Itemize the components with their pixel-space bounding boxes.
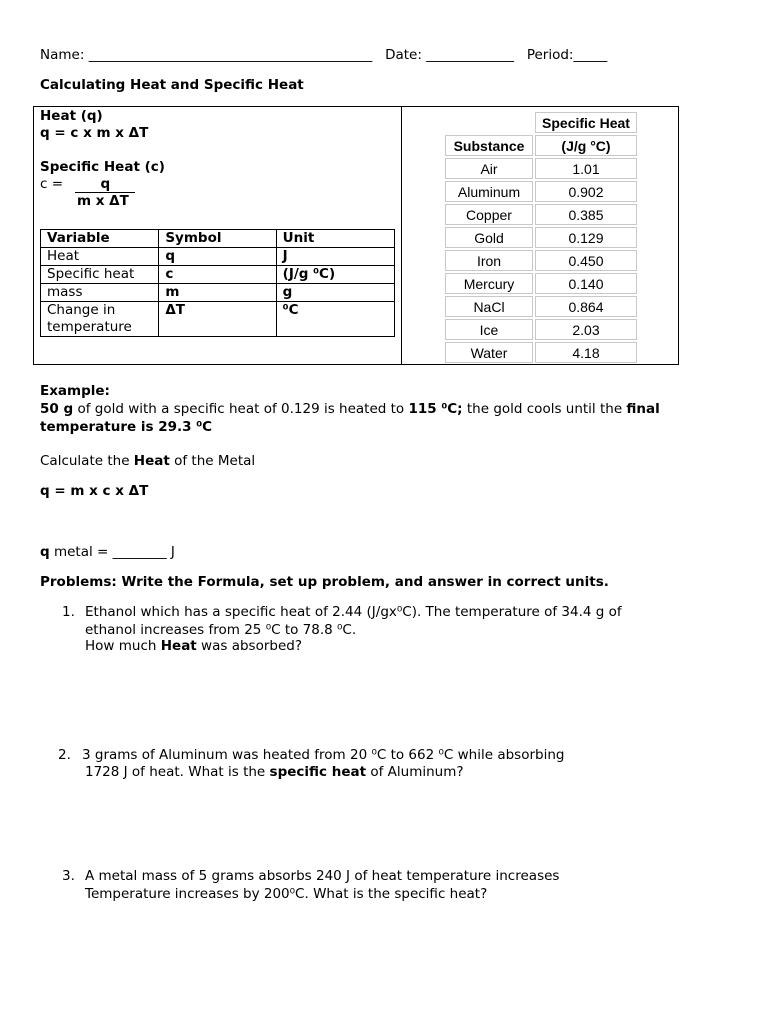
problem-number: 1. (62, 604, 75, 620)
period-label: Period: (526, 47, 574, 63)
substance-cell: Gold (445, 227, 533, 248)
example-final-temp: temperature is 29.3 ⁰C (40, 419, 213, 435)
value-cell: 0.450 (535, 250, 637, 271)
answer-line[interactable]: q metal = ________ J (40, 544, 175, 560)
symbol-cell: ΔT (159, 302, 276, 337)
substance-cell: Water (445, 342, 533, 363)
date-field[interactable]: _____________ (426, 47, 514, 63)
value-cell: 0.129 (535, 227, 637, 248)
table-row (445, 342, 637, 363)
table-row (445, 296, 637, 317)
table-row (41, 266, 395, 284)
header-specific-heat: Specific Heat (535, 112, 637, 133)
table-row (41, 302, 395, 337)
symbol-cell: m (159, 284, 276, 302)
table-row (445, 273, 637, 294)
table-row (445, 181, 637, 202)
page-title: Calculating Heat and Specific Heat (40, 77, 304, 93)
problems-heading: Problems: Write the Formula, set up problem, and answer in correct units. (40, 574, 609, 590)
name-field[interactable]: __________________________________________ (88, 47, 373, 63)
substance-cell: Air (445, 158, 533, 179)
date-label: Date: (385, 47, 422, 63)
unit-cell: g (276, 284, 394, 302)
specific-heat-heading: Specific Heat (c) (40, 159, 165, 175)
substance-cell: Mercury (445, 273, 533, 294)
col-variable: Variable (41, 230, 159, 248)
variable-cell: Change in temperature (41, 302, 159, 337)
period-field[interactable]: _____ (573, 47, 608, 63)
unit-cell: J (276, 248, 394, 266)
specific-heat-table (443, 110, 639, 365)
table-row (41, 248, 395, 266)
value-cell: 0.385 (535, 204, 637, 225)
table-row (41, 284, 395, 302)
problem-text: Ethanol which has a specific heat of 2.44 (J/gx⁰C). The temperature of 34.4 g of (85, 604, 622, 620)
c-lhs: c = (40, 176, 68, 192)
substance-cell: NaCl (445, 296, 533, 317)
table-row (445, 204, 637, 225)
formula-block (40, 108, 165, 210)
substance-cell: Ice (445, 319, 533, 340)
problem-number: 3. (62, 868, 75, 884)
reference-divider (401, 106, 402, 365)
value-cell: 2.03 (535, 319, 637, 340)
name-label: Name: (40, 47, 85, 63)
heat-formula: q = c x m x ΔT (40, 125, 149, 141)
example-formula: q = m x c x ΔT (40, 483, 149, 499)
problem-text: 1728 J of heat. What is the specific heat of Aluminum? (85, 764, 464, 780)
unit-cell: ⁰C (276, 302, 394, 337)
col-substance: Substance (445, 135, 533, 156)
table-row (445, 158, 637, 179)
c-denominator: m x ΔT (77, 193, 129, 209)
symbol-cell: c (159, 266, 276, 284)
value-cell: 0.864 (535, 296, 637, 317)
value-cell: 1.01 (535, 158, 637, 179)
substance-cell: Aluminum (445, 181, 533, 202)
header-line (40, 47, 607, 63)
substance-cell: Iron (445, 250, 533, 271)
value-cell: 0.902 (535, 181, 637, 202)
variable-table (40, 229, 395, 337)
variable-cell: Heat (41, 248, 159, 266)
c-numerator: q (75, 177, 135, 193)
example-text: 50 g of gold with a specific heat of 0.129 is heated to 115 ⁰C; the gold cools until the final (40, 401, 660, 417)
calculate-instruction: Calculate the Heat of the Metal (40, 453, 256, 469)
example-start-temp: 115 ⁰C; (408, 401, 463, 417)
table-header-row (41, 230, 395, 248)
col-unit: (J/g °C) (535, 135, 637, 156)
problem-text: 3 grams of Aluminum was heated from 20 ⁰C to 662 ⁰C while absorbing (82, 747, 565, 763)
problem-text: ethanol increases from 25 ⁰C to 78.8 ⁰C. (85, 622, 357, 638)
example-mass: 50 g (40, 401, 74, 417)
variable-cell: mass (41, 284, 159, 302)
unit-cell: (J/g ⁰C) (276, 266, 394, 284)
problem-text: How much Heat was absorbed? (85, 638, 302, 654)
symbol-cell: q (159, 248, 276, 266)
table-row (445, 319, 637, 340)
example-heading: Example: (40, 383, 110, 399)
problem-number: 2. (58, 747, 71, 763)
table-row (445, 227, 637, 248)
value-cell: 0.140 (535, 273, 637, 294)
variable-cell: Specific heat (41, 266, 159, 284)
substance-cell: Copper (445, 204, 533, 225)
problem-text: A metal mass of 5 grams absorbs 240 J of heat temperature increases (85, 868, 560, 884)
table-row (445, 250, 637, 271)
col-symbol: Symbol (159, 230, 276, 248)
heat-heading: Heat (q) (40, 108, 103, 124)
value-cell: 4.18 (535, 342, 637, 363)
col-unit: Unit (276, 230, 394, 248)
problem-text: Temperature increases by 200⁰C. What is the specific heat? (85, 886, 488, 902)
